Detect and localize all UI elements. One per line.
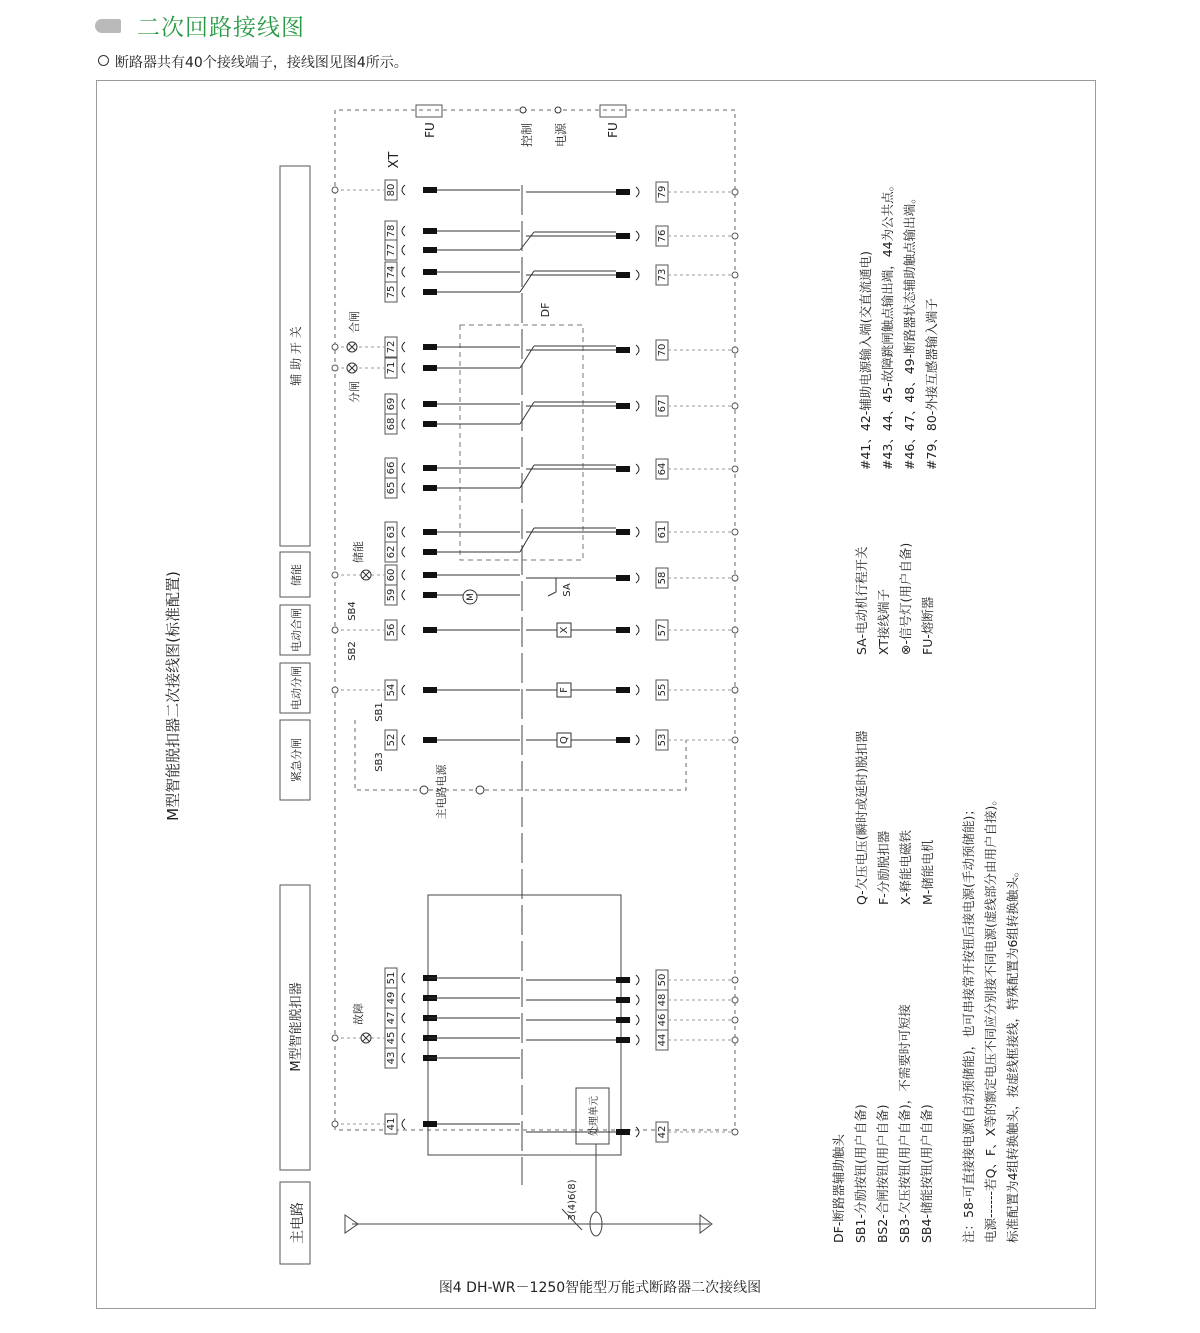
terminal-label-left: 51 bbox=[386, 971, 397, 985]
terminal-label-right: 76 bbox=[657, 229, 668, 243]
terminal-label-left: 56 bbox=[386, 623, 397, 637]
contact-hook-left bbox=[402, 287, 405, 297]
contact-hook-left bbox=[402, 527, 405, 537]
contact-hook-left bbox=[402, 363, 405, 373]
terminal-label-right: 42 bbox=[657, 1125, 668, 1139]
contact-bar-left bbox=[423, 592, 437, 598]
fuse-right bbox=[600, 105, 626, 117]
contact-hook-right bbox=[636, 625, 639, 635]
legend-mid2-item: FU-熔断器 bbox=[920, 596, 935, 655]
contact-bar-left bbox=[423, 247, 437, 253]
terminal-label-right: 46 bbox=[657, 1013, 668, 1027]
terminal-label-right: 67 bbox=[657, 399, 668, 413]
contact-hook-left bbox=[402, 483, 405, 493]
contact-bar-right bbox=[616, 737, 630, 743]
terminal-label-left: 80 bbox=[386, 183, 397, 197]
contact-bar-right bbox=[616, 1017, 630, 1023]
contact-bar-left bbox=[423, 529, 437, 535]
contact-bar-left bbox=[423, 485, 437, 491]
contact-hook-left bbox=[402, 245, 405, 255]
contact-bar-right bbox=[616, 466, 630, 472]
contact-hook-left bbox=[402, 570, 405, 580]
sb2-label: SB2 bbox=[347, 641, 358, 661]
terminal-label-right: 57 bbox=[657, 623, 668, 637]
legend-left-item: BS2-合闸按钮(用户自备) bbox=[875, 1104, 890, 1243]
contact-bar-left bbox=[423, 572, 437, 578]
frame-terminal-dot-left bbox=[332, 1035, 338, 1041]
contact-bar-left bbox=[423, 737, 437, 743]
contact-hook-left bbox=[402, 547, 405, 557]
ct-label: 3(4)6(8) bbox=[567, 1179, 578, 1221]
contact-hook-right bbox=[636, 527, 639, 537]
xt-label: XT bbox=[387, 151, 402, 169]
terminal-label-left: 66 bbox=[386, 461, 397, 475]
frame-terminal-dot bbox=[732, 575, 738, 581]
main-power-label: 主电路电源 bbox=[435, 764, 448, 820]
contact-bar-right bbox=[616, 272, 630, 278]
note-item: 标准配置为4组转换触头，按虚线框接线，特殊配置为6组转换触头。 bbox=[1005, 864, 1020, 1243]
note-item: 注：58-可直接接电源(自动预储能)，也可串接常开按钮后接电源(手动预储能)； bbox=[961, 803, 976, 1243]
contact-hook-left bbox=[402, 419, 405, 429]
df-label: DF bbox=[539, 302, 552, 318]
undervoltage-dashed-loop bbox=[355, 720, 686, 790]
terminal-label-left: 63 bbox=[386, 525, 397, 539]
terminal-label-left: 47 bbox=[386, 1011, 397, 1025]
legend-mid2-item: XT接线端子 bbox=[876, 589, 891, 655]
frame-terminal-dot-left bbox=[332, 687, 338, 693]
terminal-label-right: 70 bbox=[657, 343, 668, 357]
frame-terminal-dot bbox=[732, 1129, 738, 1135]
contact-hook-right bbox=[636, 573, 639, 583]
page-title: 二次回路接线图 bbox=[137, 15, 305, 41]
legend-left-item: SB4-储能按钮(用户自备) bbox=[919, 1104, 934, 1243]
contact-hook-left bbox=[402, 1053, 405, 1063]
terminal-label-right: 55 bbox=[657, 683, 668, 697]
frame-terminal-dot bbox=[732, 1017, 738, 1023]
frame-terminal-dot bbox=[732, 233, 738, 239]
frame-terminal-dot-left bbox=[332, 1121, 338, 1127]
contact-bar-left bbox=[423, 421, 437, 427]
contact-hook-left bbox=[402, 1119, 405, 1129]
sb1-label: SB1 bbox=[374, 702, 385, 722]
coil-x-label: X bbox=[559, 626, 570, 634]
storage-lamp-label: 储能 bbox=[352, 541, 365, 563]
power-terminal-dot bbox=[555, 107, 561, 113]
legend-mid2-item: ⊗-信号灯(用户自备) bbox=[898, 542, 913, 655]
legend-mid-item: M-储能电机 bbox=[920, 839, 935, 905]
terminal-label-right: 48 bbox=[657, 993, 668, 1007]
contact-hook-left bbox=[402, 1033, 405, 1043]
main-power-dot-1 bbox=[420, 786, 428, 794]
frame-terminal-dot bbox=[732, 529, 738, 535]
frame-terminal-dot bbox=[732, 272, 738, 278]
motor-label: M bbox=[466, 593, 476, 601]
terminal-label-left: 75 bbox=[386, 285, 397, 299]
terminal-label-right: 50 bbox=[657, 973, 668, 987]
frame-terminal-dot bbox=[732, 1037, 738, 1043]
legend-left-item: SB3-欠压按钮(用户自备)，不需要时可短接 bbox=[897, 1004, 912, 1243]
control-label: 控制 bbox=[520, 122, 534, 148]
contact-bar-right bbox=[616, 687, 630, 693]
legend-mid-item: F-分励脱扣器 bbox=[876, 830, 891, 905]
trip-unit-label: M型智能脱扣器 bbox=[289, 982, 304, 1072]
frame-terminal-dot bbox=[732, 347, 738, 353]
terminal-label-left: 43 bbox=[386, 1051, 397, 1065]
sa-label: SA bbox=[562, 583, 573, 597]
main-circuit-label: 主电路 bbox=[290, 1202, 306, 1244]
legend-mid-item: X-释能电磁铁 bbox=[898, 830, 913, 905]
emergency-open-label: 紧急分闸 bbox=[290, 738, 303, 782]
contact-hook-right bbox=[636, 1035, 639, 1045]
legend-left-item: SB1-分励按钮(用户自备) bbox=[853, 1104, 868, 1243]
legend-right-item: #79、80-外接互感器输入端子 bbox=[924, 298, 939, 470]
contact-hook-left bbox=[402, 973, 405, 983]
terminal-label-right: 73 bbox=[657, 268, 668, 282]
contact-hook-right bbox=[636, 735, 639, 745]
contact-hook-left bbox=[402, 685, 405, 695]
terminal-label-left: 49 bbox=[386, 991, 397, 1005]
terminal-label-right: 79 bbox=[657, 185, 668, 199]
contact-hook-right bbox=[636, 401, 639, 411]
contact-hook-left bbox=[402, 342, 405, 352]
frame-terminal-dot bbox=[732, 189, 738, 195]
contact-hook-left bbox=[402, 267, 405, 277]
contact-bar-right bbox=[616, 627, 630, 633]
contact-hook-right bbox=[636, 187, 639, 197]
contact-bar-right bbox=[616, 997, 630, 1003]
terminal-label-left: 45 bbox=[386, 1031, 397, 1045]
figure-caption: 图4 DH-WR－1250智能型万能式断路器二次接线图 bbox=[438, 1280, 762, 1296]
aux-switch-label: 辅 助 开 关 bbox=[289, 326, 303, 386]
electric-open-label: 电动分闸 bbox=[290, 666, 303, 710]
contact-hook-right bbox=[636, 464, 639, 474]
terminal-label-left: 54 bbox=[386, 683, 397, 697]
frame-terminal-dot-left bbox=[332, 572, 338, 578]
contact-bar-left bbox=[423, 687, 437, 693]
storage-label: 储能 bbox=[290, 564, 303, 586]
contact-bar-left bbox=[423, 344, 437, 350]
contact-hook-left bbox=[402, 625, 405, 635]
note-item: 电源------若Q、F、X等的额定电压不同应分别接不同电源(虚线部分由用户自接)。 bbox=[983, 793, 998, 1243]
legend-right-item: #46、47、48、49-断路器状态辅助触点输出端。 bbox=[902, 191, 917, 470]
control-terminal-dot bbox=[520, 107, 526, 113]
terminal-label-right: 53 bbox=[657, 733, 668, 747]
contact-hook-right bbox=[636, 231, 639, 241]
contact-hook-right bbox=[636, 685, 639, 695]
terminal-label-left: 69 bbox=[386, 397, 397, 411]
contact-hook-left bbox=[402, 590, 405, 600]
terminal-label-right: 61 bbox=[657, 525, 668, 539]
frame-terminal-dot-left bbox=[332, 187, 338, 193]
sb3-label: SB3 bbox=[374, 752, 385, 772]
frame-terminal-dot bbox=[732, 627, 738, 633]
coil-q-label: Q bbox=[559, 736, 570, 744]
sb4-label: SB4 bbox=[347, 601, 358, 621]
contact-bar-right bbox=[616, 233, 630, 239]
contact-hook-right bbox=[636, 1127, 639, 1137]
contact-bar-left bbox=[423, 365, 437, 371]
contact-bar-left bbox=[423, 269, 437, 275]
terminal-label-left: 72 bbox=[386, 340, 397, 354]
fuse-left bbox=[416, 105, 442, 117]
terminal-label-left: 62 bbox=[386, 545, 397, 559]
contact-hook-right bbox=[636, 270, 639, 280]
intro-label: 断路器共有40个接线端子，接线图见图4所示。 bbox=[115, 55, 408, 71]
contact-bar-left bbox=[423, 465, 437, 471]
frame-terminal-dot bbox=[732, 977, 738, 983]
terminal-label-left: 60 bbox=[386, 568, 397, 582]
terminal-label-right: 58 bbox=[657, 571, 668, 585]
legend-mid-item: Q-欠压电压(瞬时或延时)脱扣器 bbox=[854, 730, 869, 905]
contact-bar-right bbox=[616, 403, 630, 409]
coil-f-label: F bbox=[559, 687, 570, 693]
contact-hook-right bbox=[636, 975, 639, 985]
frame-terminal-dot-left bbox=[332, 344, 338, 350]
contact-hook-left bbox=[402, 993, 405, 1003]
contact-hook-left bbox=[402, 463, 405, 473]
contact-hook-right bbox=[636, 995, 639, 1005]
sa-switch bbox=[540, 578, 556, 596]
fault-label: 故障 bbox=[352, 1003, 365, 1025]
diagram-title: M型智能脱扣器二次接线图(标准配置) bbox=[164, 571, 182, 821]
terminal-label-left: 74 bbox=[386, 265, 397, 279]
terminal-label-left: 59 bbox=[386, 588, 397, 602]
contact-bar-left bbox=[423, 187, 437, 193]
contact-hook-right bbox=[636, 1015, 639, 1025]
contact-hook-left bbox=[402, 226, 405, 236]
contact-bar-right bbox=[616, 1129, 630, 1135]
processing-unit-label: 处理单元 bbox=[589, 1096, 600, 1136]
terminal-label-left: 71 bbox=[386, 361, 397, 375]
legend-mid2-item: SA-电动机行程开关 bbox=[854, 546, 869, 655]
terminal-label-left: 77 bbox=[386, 243, 397, 257]
frame-terminal-dot bbox=[732, 403, 738, 409]
contact-bar-right bbox=[616, 347, 630, 353]
frame-terminal-dot bbox=[732, 466, 738, 472]
contact-bar-left bbox=[423, 401, 437, 407]
legend-left-item: DF-断路器辅助触头 bbox=[831, 1134, 846, 1243]
contact-bar-right bbox=[616, 977, 630, 983]
terminal-label-left: 52 bbox=[386, 733, 397, 747]
open-label: 分闸 bbox=[348, 381, 361, 403]
terminal-label-left: 65 bbox=[386, 481, 397, 495]
contact-bar-right bbox=[616, 1037, 630, 1043]
terminal-label-left: 68 bbox=[386, 417, 397, 431]
legend-right-item: #41、42-辅助电源输入端(交直流通电) bbox=[858, 250, 873, 470]
contact-hook-left bbox=[402, 735, 405, 745]
frame-terminal-dot bbox=[732, 737, 738, 743]
frame-terminal-dot-left bbox=[332, 365, 338, 371]
terminal-label-left: 41 bbox=[386, 1117, 397, 1131]
contact-hook-left bbox=[402, 399, 405, 409]
terminal-label-left: 78 bbox=[386, 224, 397, 238]
legend-right-item: #43、44、45-故障跳闸触点输出端，44为公共点。 bbox=[880, 178, 895, 470]
contact-bar-left bbox=[423, 289, 437, 295]
contact-bar-right bbox=[616, 189, 630, 195]
frame-terminal-dot bbox=[732, 997, 738, 1003]
contact-hook-left bbox=[402, 1013, 405, 1023]
terminal-label-right: 64 bbox=[657, 462, 668, 476]
contact-bar-right bbox=[616, 529, 630, 535]
contact-hook-right bbox=[636, 345, 639, 355]
contact-bar-left bbox=[423, 627, 437, 633]
frame-terminal-dot-left bbox=[332, 627, 338, 633]
contact-bar-left bbox=[423, 549, 437, 555]
close-label: 合闸 bbox=[348, 311, 361, 333]
electric-close-label: 电动合闸 bbox=[290, 608, 303, 652]
contact-hook-left bbox=[402, 185, 405, 195]
contact-bar-left bbox=[423, 228, 437, 234]
contact-bar-right bbox=[616, 575, 630, 581]
frame-terminal-dot bbox=[732, 687, 738, 693]
main-power-dot-2 bbox=[476, 786, 484, 794]
power-label: 电源 bbox=[554, 122, 568, 148]
fu-right-label: FU bbox=[606, 122, 620, 138]
fu-left-label: FU bbox=[423, 122, 437, 138]
terminal-label-right: 44 bbox=[657, 1033, 668, 1047]
contact-bar-left bbox=[423, 1121, 437, 1127]
